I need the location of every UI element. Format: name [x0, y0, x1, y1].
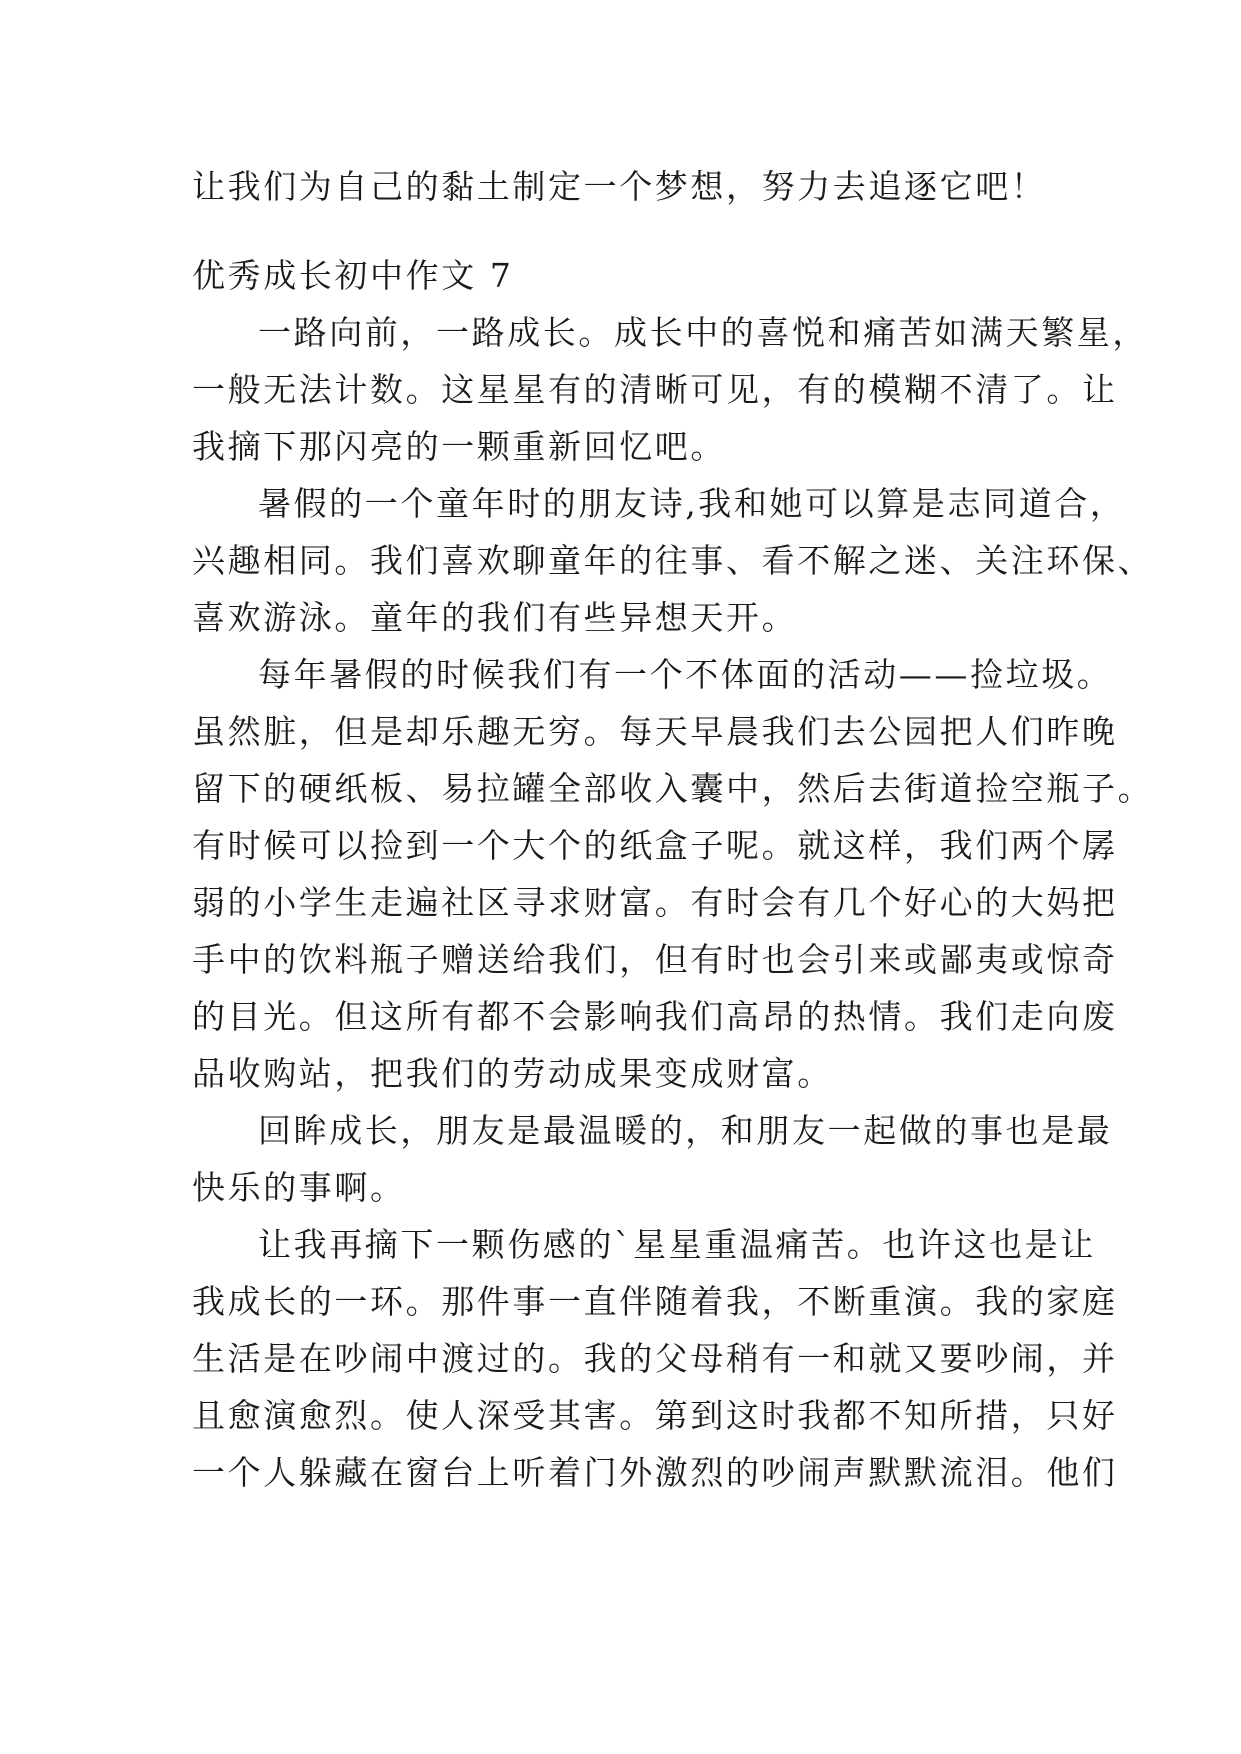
paragraph-3-line: 弱的小学生走遍社区寻求财富。有时会有几个好心的大妈把	[192, 883, 1118, 922]
paragraph-3-line: 留下的硬纸板、易拉罐全部收入囊中，然后去街道捡空瓶子。	[192, 769, 1154, 808]
paragraph-3-line: 手中的饮料瓶子赠送给我们，但有时也会引来或鄙夷或惊奇	[192, 940, 1118, 979]
paragraph-3-line: 虽然脏，但是却乐趣无穷。每天早晨我们去公园把人们昨晚	[192, 712, 1118, 751]
paragraph-1-line: 一般无法计数。这星星有的清晰可见，有的模糊不清了。让	[192, 370, 1118, 409]
paragraph-5-line: 且愈演愈烈。使人深受其害。第到这时我都不知所措，只好	[192, 1396, 1118, 1435]
paragraph-3-line: 每年暑假的时候我们有一个不体面的活动——捡垃圾。	[258, 655, 1113, 694]
paragraph-1-line: 一路向前，一路成长。成长中的喜悦和痛苦如满天繁星，	[258, 313, 1148, 352]
paragraph-5-line: 生活是在吵闹中渡过的。我的父母稍有一和就又要吵闹，并	[192, 1339, 1118, 1378]
paragraph-1-line: 我摘下那闪亮的一颗重新回忆吧。	[192, 427, 726, 466]
paragraph-4-line: 快乐的事啊。	[192, 1168, 406, 1207]
paragraph-5-line: 一个人躲藏在窗台上听着门外激烈的吵闹声默默流泪。他们	[192, 1453, 1118, 1492]
essay-heading: 优秀成长初中作文 7	[192, 256, 514, 295]
paragraph-5-line: 让我再摘下一颗伤感的`星星重温痛苦。也许这也是让	[258, 1225, 1096, 1264]
paragraph-2-line: 兴趣相同。我们喜欢聊童年的往事、看不解之迷、关注环保、	[192, 541, 1154, 580]
paragraph-3-line: 有时候可以捡到一个大个的纸盒子呢。就这样，我们两个孱	[192, 826, 1118, 865]
paragraph-3-line: 的目光。但这所有都不会影响我们高昂的热情。我们走向废	[192, 997, 1118, 1036]
paragraph-3-line: 品收购站，把我们的劳动成果变成财富。	[192, 1054, 833, 1093]
paragraph-2-line: 喜欢游泳。童年的我们有些异想天开。	[192, 598, 798, 637]
paragraph-2-line: 暑假的一个童年时的朋友诗,我和她可以算是志同道合，	[258, 484, 1126, 523]
paragraph-4-line: 回眸成长，朋友是最温暖的，和朋友一起做的事也是最	[258, 1111, 1113, 1150]
text-line-closing: 让我们为自己的黏土制定一个梦想，努力去追逐它吧！	[192, 167, 1047, 206]
paragraph-5-line: 我成长的一环。那件事一直伴随着我，不断重演。我的家庭	[192, 1282, 1118, 1321]
